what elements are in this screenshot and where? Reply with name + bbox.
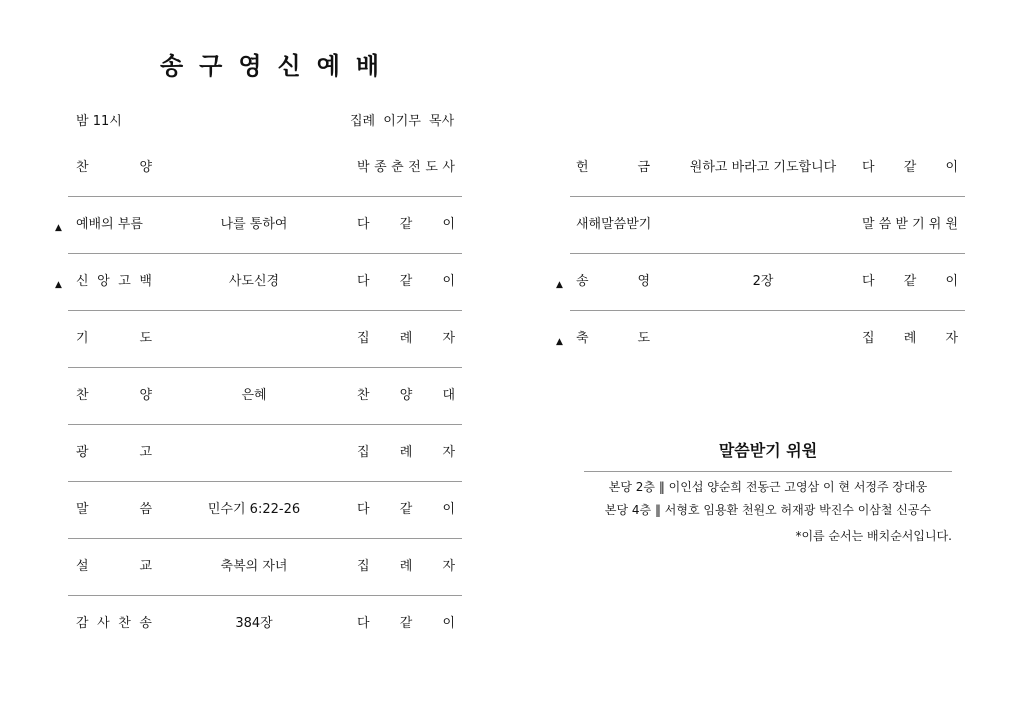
order-item-name: 신 앙 고 백 bbox=[76, 274, 152, 289]
order-row bbox=[552, 197, 965, 254]
order-item-name: 헌 금 bbox=[576, 160, 650, 175]
order-row bbox=[52, 254, 462, 311]
order-item-content: 사도신경 bbox=[228, 274, 280, 289]
standing-marker-icon: ▲ bbox=[55, 223, 62, 233]
service-leader: 집례 이기무 목사 bbox=[350, 114, 455, 129]
order-item-person: 다 같 이 bbox=[357, 217, 455, 232]
order-of-service-right bbox=[552, 140, 965, 368]
order-item-person: 집 례 자 bbox=[357, 445, 455, 460]
standing-marker-icon: ▲ bbox=[55, 280, 62, 290]
order-item-name: 광 고 bbox=[76, 445, 152, 460]
order-row bbox=[552, 254, 965, 311]
word-committee-title: 말씀받기 위원 bbox=[718, 441, 818, 460]
order-item-content: 나를 통하여 bbox=[220, 217, 288, 232]
ordering-note: *이름 순서는 배치순서입니다. bbox=[795, 529, 952, 543]
order-row bbox=[552, 311, 965, 368]
order-item-name: 찬 양 bbox=[76, 160, 152, 175]
order-item-content: 은혜 bbox=[241, 388, 267, 403]
order-item-person: 다 같 이 bbox=[357, 616, 455, 631]
order-item-person: 집 례 자 bbox=[357, 559, 455, 574]
order-item-person: 박 종 춘 전 도 사 bbox=[357, 160, 455, 175]
standing-marker-icon: ▲ bbox=[556, 337, 563, 347]
order-item-person: 다 같 이 bbox=[357, 502, 455, 517]
order-item-person: 집 례 자 bbox=[357, 331, 455, 346]
order-item-name: 새해말씀받기 bbox=[576, 217, 652, 232]
committee-line: 본당 4층 ‖ 서형호 임용환 천원오 허재광 박진수 이삼철 신공수 bbox=[604, 503, 932, 517]
order-item-person: 말 씀 받 기 위 원 bbox=[862, 217, 958, 232]
order-item-name: 송 영 bbox=[576, 274, 650, 289]
order-row bbox=[52, 311, 462, 368]
order-item-content: 2장 bbox=[752, 274, 774, 289]
order-item-name: 설 교 bbox=[76, 559, 152, 574]
order-item-person: 찬 양 대 bbox=[357, 388, 455, 403]
order-item-person: 집 례 자 bbox=[862, 331, 958, 346]
order-row bbox=[52, 140, 462, 197]
service-time: 밤 11시 bbox=[76, 114, 122, 129]
order-item-person: 다 같 이 bbox=[862, 274, 958, 289]
order-item-name: 감 사 찬 송 bbox=[76, 616, 152, 631]
order-item-person: 다 같 이 bbox=[862, 160, 958, 175]
order-item-name: 말 씀 bbox=[76, 502, 152, 517]
order-item-name: 찬 양 bbox=[76, 388, 152, 403]
order-row bbox=[52, 368, 462, 425]
order-item-name: 기 도 bbox=[76, 331, 152, 346]
order-item-content: 축복의 자녀 bbox=[220, 559, 288, 574]
order-row bbox=[52, 596, 462, 653]
divider bbox=[584, 471, 952, 472]
order-row bbox=[52, 197, 462, 254]
order-item-person: 다 같 이 bbox=[357, 274, 455, 289]
standing-marker-icon: ▲ bbox=[556, 280, 563, 290]
order-row bbox=[552, 140, 965, 197]
order-item-content: 민수기 6:22-26 bbox=[207, 502, 301, 517]
order-item-name: 예배의 부름 bbox=[76, 217, 143, 232]
order-item-content: 384장 bbox=[235, 616, 273, 631]
order-item-content: 원하고 바라고 기도합니다 bbox=[689, 160, 837, 175]
word-committee-section bbox=[584, 438, 952, 544]
order-row bbox=[52, 482, 462, 539]
committee-line: 본당 2층 ‖ 이인섭 양순희 전동근 고영삼 이 현 서정주 장대웅 bbox=[608, 480, 928, 494]
order-row bbox=[52, 539, 462, 596]
order-row bbox=[52, 425, 462, 482]
order-of-service-left bbox=[52, 140, 462, 653]
order-item-name: 축 도 bbox=[576, 331, 650, 346]
page-title: 송구영신예배 bbox=[160, 52, 396, 80]
